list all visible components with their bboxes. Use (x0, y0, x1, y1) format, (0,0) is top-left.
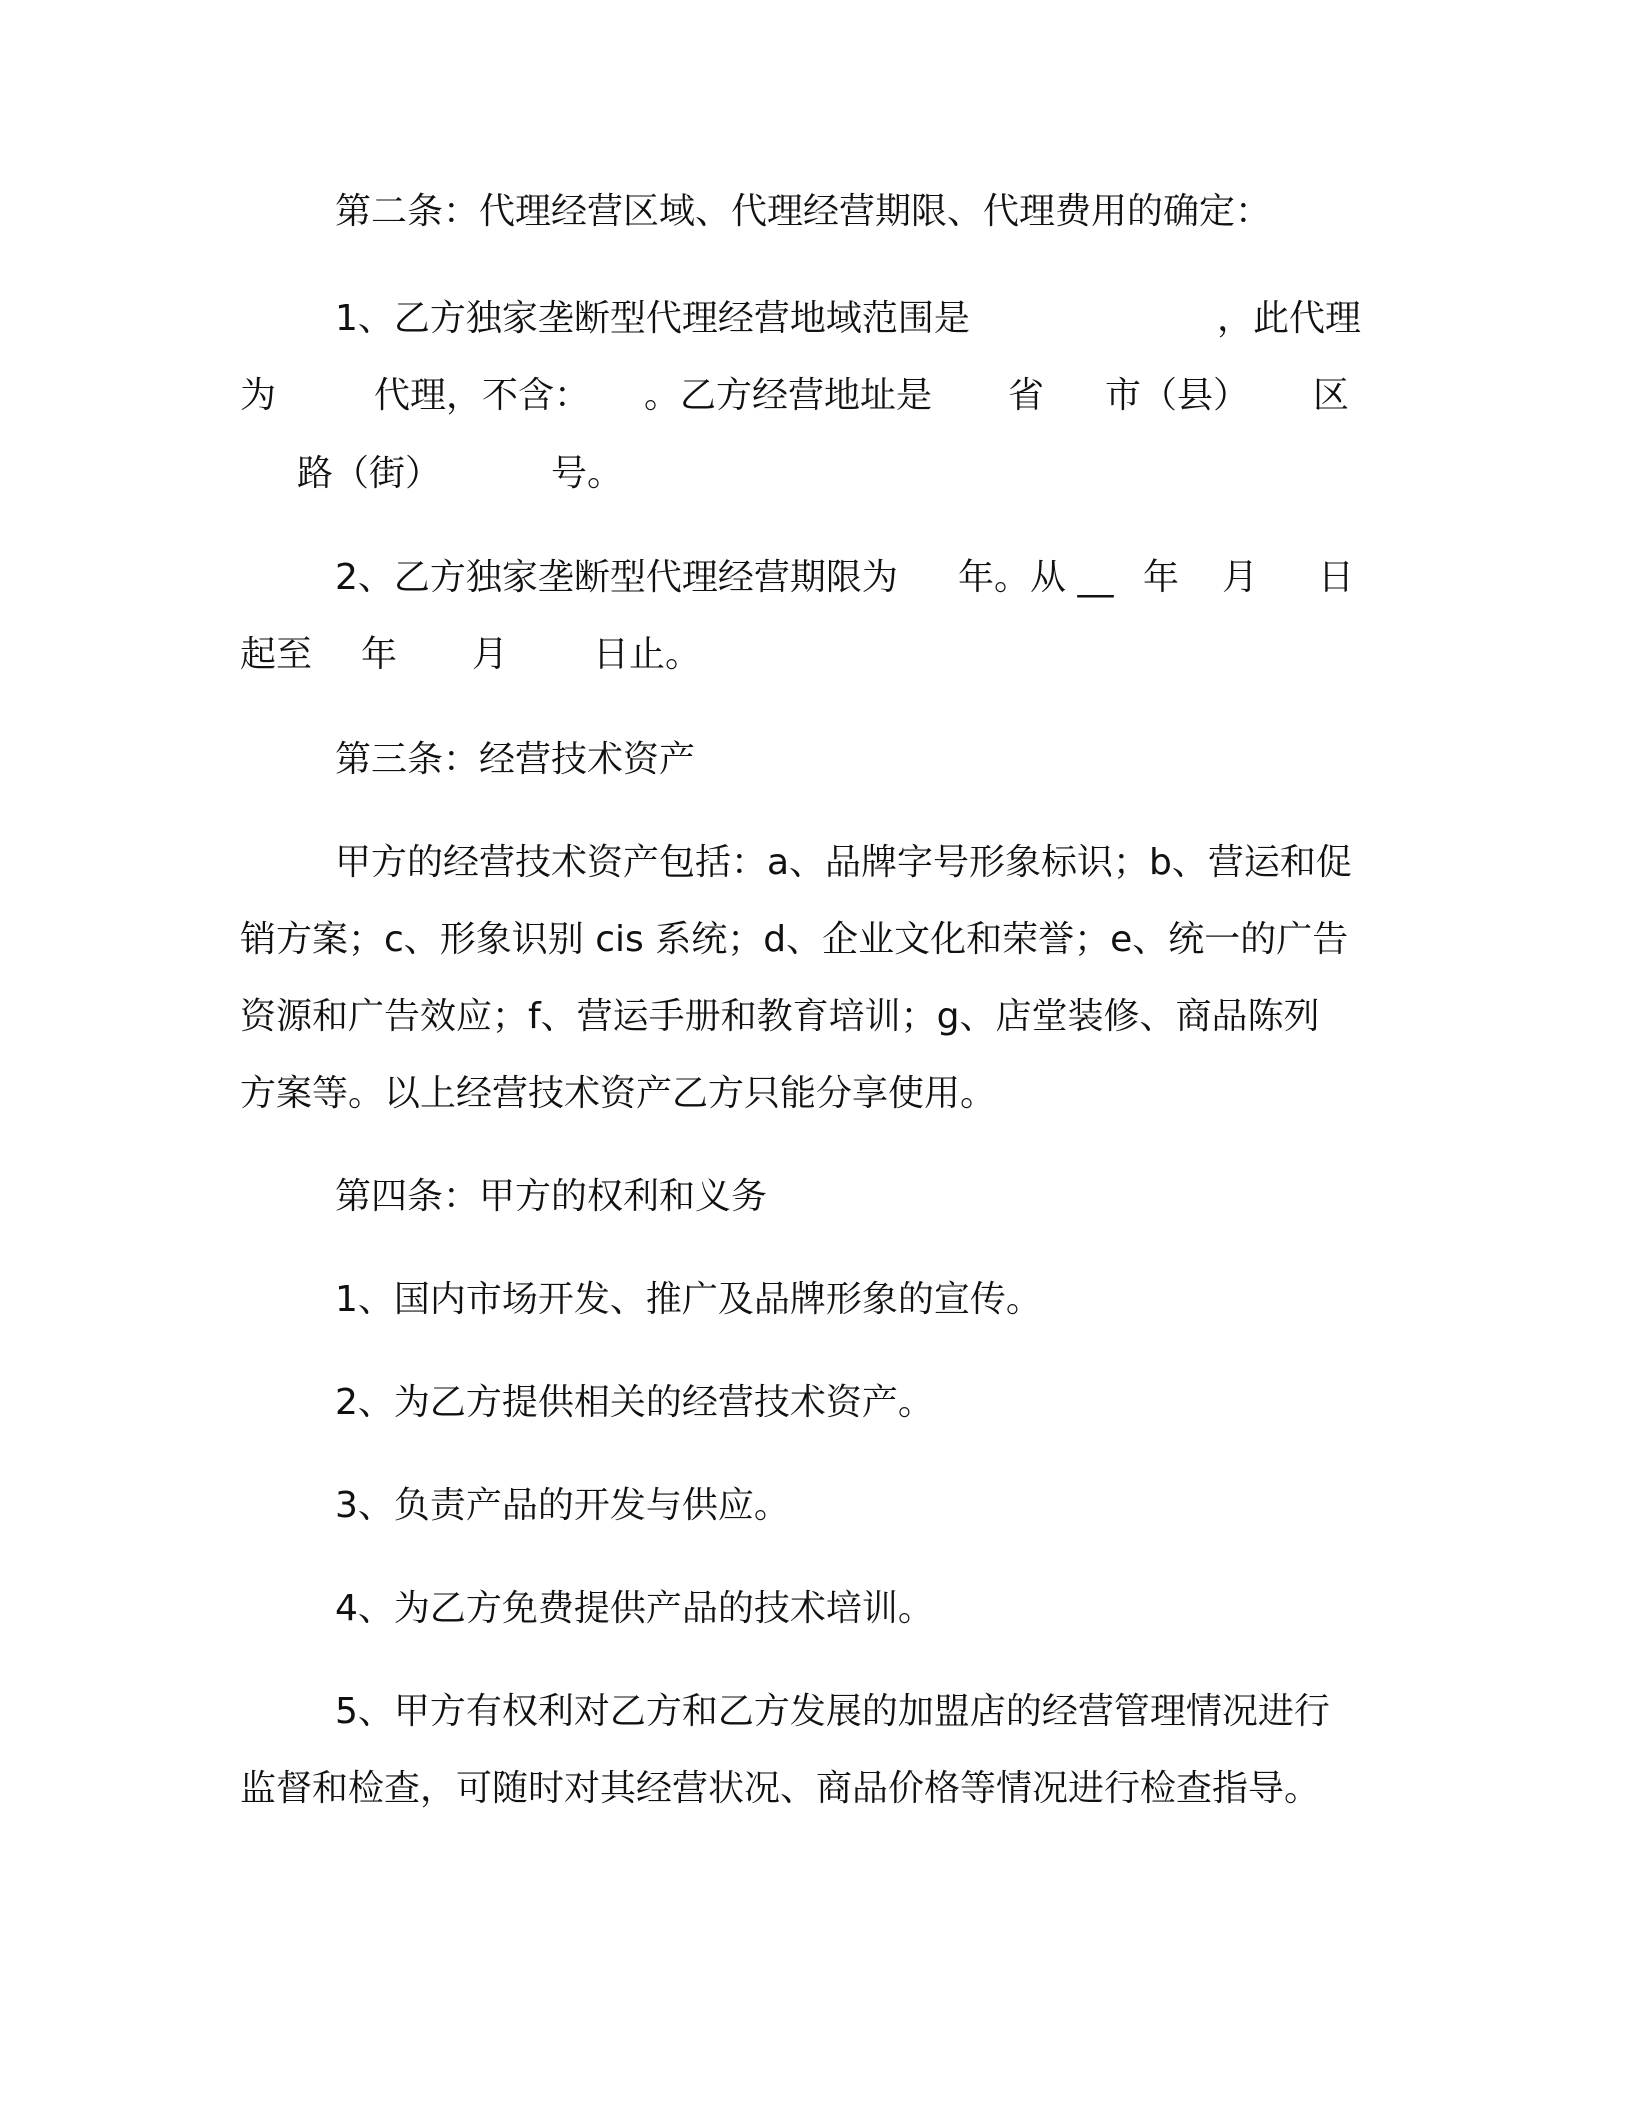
item-1-line-2-part-d: 省 (1008, 375, 1045, 416)
item-1-line-3-part-b: 号。 (551, 453, 624, 494)
item-1-line-2-part-a: 为 (240, 375, 277, 416)
item-1-line-1-text: 1、乙方独家垄断型代理经营地域范围是 (335, 298, 970, 339)
article-4-item-5-line-2: 监督和检查，可随时对其经营状况、商品价格等情况进行检查指导。 (240, 1768, 1321, 1809)
article-4-item-4: 4、为乙方免费提供产品的技术培训。 (335, 1588, 934, 1629)
article-3-heading: 第三条：经营技术资产 (335, 739, 696, 780)
article-3-line-2: 销方案；c、形象识别 cis 系统；d、企业文化和荣誉；e、统一的广告 (240, 919, 1349, 960)
item-2-line-1-part-d: 月 (1222, 557, 1259, 598)
article-4-item-5-line-1: 5、甲方有权利对乙方和乙方发展的加盟店的经营管理情况进行 (335, 1691, 1330, 1732)
item-2-line-1-text: 2、乙方独家垄断型代理经营期限为 (335, 557, 898, 598)
article-4-item-2: 2、为乙方提供相关的经营技术资产。 (335, 1382, 934, 1423)
item-1-line-2-part-f: 区 (1313, 375, 1350, 416)
item-2-line-2-part-a: 起至 (240, 634, 313, 675)
item-1-line-2-part-c: 。乙方经营地址是 (644, 375, 933, 416)
item-1-line-1-tail: ，此代理 (1217, 298, 1362, 339)
item-2-line-1-part-e: 日 (1318, 557, 1355, 598)
item-1-line-2-part-b: 代理，不含： (374, 375, 591, 416)
article-4-heading: 第四条：甲方的权利和义务 (335, 1176, 768, 1217)
item-1-line-2-part-e: 市（县） (1105, 375, 1250, 416)
item-2-line-2-part-b: 年 (361, 634, 398, 675)
article-2-heading: 第二条：代理经营区域、代理经营期限、代理费用的确定： (335, 191, 1272, 232)
article-4-item-1: 1、国内市场开发、推广及品牌形象的宣传。 (335, 1279, 1042, 1320)
item-1-line-3-part-a: 路（街） (297, 453, 442, 494)
article-3-line-3: 资源和广告效应；f、营运手册和教育培训；g、店堂装修、商品陈列 (240, 996, 1320, 1037)
item-2-line-1-part-c: 年 (1143, 557, 1180, 598)
item-2-line-2-part-c: 月 (472, 634, 509, 675)
article-3-line-1: 甲方的经营技术资产包括：a、品牌字号形象标识；b、营运和促 (335, 842, 1352, 883)
article-4-item-3: 3、负责产品的开发与供应。 (335, 1485, 790, 1526)
item-2-line-2-part-d: 日止。 (593, 634, 702, 675)
item-2-line-1-part-b: 年。从 __ (958, 557, 1114, 598)
article-3-line-4: 方案等。以上经营技术资产乙方只能分享使用。 (240, 1073, 997, 1114)
